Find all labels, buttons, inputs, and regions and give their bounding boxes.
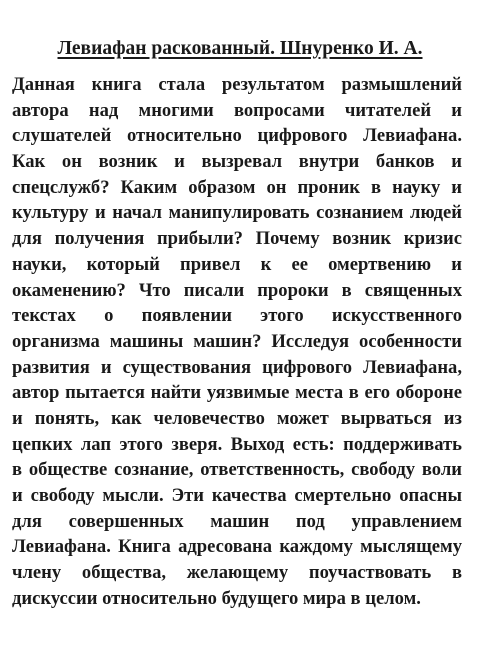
- document-body: [12, 72, 462, 611]
- body-line: цепких лап этого зверя. Выход есть: поддерживать: [12, 433, 462, 455]
- body-line: члену общества, желающему поучаствовать в: [12, 562, 462, 584]
- body-line: организма машины машин? Исследуя особенности: [12, 330, 462, 352]
- body-line: текстах о появлении этого искусственного: [12, 305, 462, 327]
- document-title: Левиафан раскованный. Шнуренко И. А.: [57, 38, 423, 59]
- body-line: развития и существования цифрового Левиафана,: [12, 356, 462, 378]
- body-line: и понять, как человечество может вырваться из: [12, 407, 462, 429]
- body-line: и свободу мысли. Эти качества смертельно опасны: [12, 485, 462, 506]
- body-line: автор пытается найти уязвимые места в его обороне: [12, 382, 462, 404]
- body-line: Как он возник и вызревал внутри банков и: [12, 151, 462, 173]
- body-line: науки, который привел к ее омертвению и: [12, 253, 462, 275]
- body-line: слушателей относительно цифрового Левиафана.: [12, 125, 462, 147]
- body-line: окаменению? Что писали пророки в священных: [12, 279, 462, 301]
- body-line: Данная книга стала результатом размышлений: [12, 74, 462, 95]
- body-line: для получения прибыли? Почему возник кризис: [12, 228, 462, 250]
- body-line: культуру и начал манипулировать сознанием людей: [12, 202, 462, 224]
- body-line: для совершенных машин под управлением: [12, 510, 462, 532]
- document-page: [12, 36, 462, 611]
- body-line: спецслужб? Каким образом он проник в науку и: [12, 176, 462, 198]
- body-line: автора над многими вопросами читателей и: [12, 99, 462, 121]
- body-line: Левиафана. Книга адресована каждому мыслящему: [12, 536, 462, 558]
- body-line: в обществе сознание, ответственность, свободу воли: [12, 459, 462, 481]
- body-line: дискуссии относительно будущего мира в целом.: [12, 587, 421, 609]
